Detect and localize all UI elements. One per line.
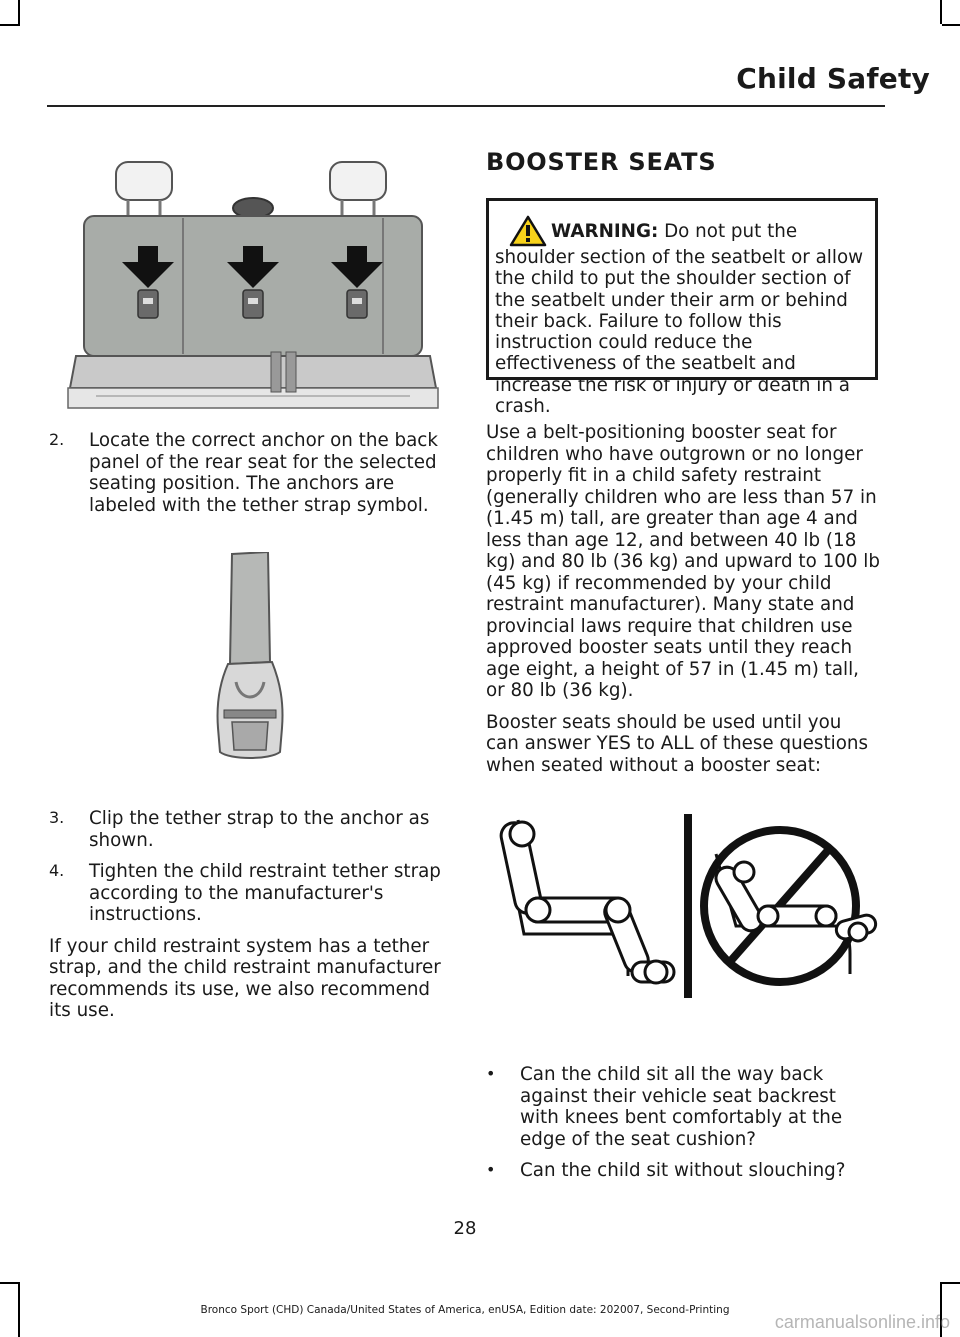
seated-posture-illustration: [496, 814, 880, 1000]
question-bullet: [486, 1064, 880, 1150]
crop-mark: [942, 24, 960, 26]
bullet-marker: •: [486, 1160, 496, 1179]
watermark: carmanualsonline.info: [774, 1312, 950, 1332]
page-number: 28: [453, 1218, 477, 1239]
rear-seat-anchors-illustration: [66, 160, 440, 412]
booster-usage-paragraph: Use a belt-positioning booster seat for children who have outgrown or no longer properly fit in a child safety restraint (generally children who are less than 57 in (1.45 m) tall, are greater than age 4 and less than age 12, and between 40 lb (18 kg) and 80 lb (36 kg) and upward to 100 lb (45 kg) if recommended by your child restraint manufacturer). Many state and provincial laws require that children use approved booster seats until they reach age eight, a height of 57 in (1.45 m) tall, or 80 lb (36 kg).: [486, 422, 880, 701]
warning-triangle-icon: [509, 215, 547, 247]
warning-paragraph: [495, 215, 869, 417]
crop-mark: [940, 0, 942, 24]
warning-box: [486, 198, 878, 418]
crop-mark: [942, 1282, 960, 1284]
tether-recommendation-paragraph: If your child restraint system has a tether strap, and the child restraint manufacturer recommends its use, we also recommend its use.: [49, 935, 441, 1021]
footer-text: Bronco Sport (CHD) Canada/United States of America, enUSA, Edition date: 202007, Second-Printing: [200, 1304, 730, 1316]
step-number: 2.: [49, 430, 65, 449]
crop-mark: [0, 1282, 20, 1284]
step-text: Tighten the child restraint tether strap according to the manufacturer's instructions.: [89, 861, 441, 925]
page-title: Child Safety: [736, 62, 930, 95]
step-2: [49, 430, 447, 516]
tether-anchor-illustration: [210, 552, 290, 762]
step-4: [49, 861, 447, 926]
title-divider: [47, 105, 885, 107]
step-text: Clip the tether strap to the anchor as shown.: [89, 808, 430, 851]
section-heading: BOOSTER SEATS: [486, 148, 717, 176]
step-number: 3.: [49, 808, 65, 827]
step-text: Locate the correct anchor on the back panel of the rear seat for the selected seating position. The anchors are labeled with the tether strap symbol.: [89, 430, 438, 516]
warning-text: Do not put the shoulder section of the seatbelt or allow the child to put the shoulder section of the seatbelt under their arm or behind their back. Failure to follow this instruction could reduce the effectiveness of the seatbelt and increase the risk of injury or death in a crash.: [495, 221, 864, 418]
crop-mark: [0, 24, 20, 26]
bullet-text: Can the child sit without slouching?: [520, 1160, 846, 1181]
step-number: 4.: [49, 861, 65, 880]
booster-questions-intro: Booster seats should be used until you can answer YES to ALL of these questions when seated without a booster seat:: [486, 711, 868, 776]
question-bullet: [486, 1160, 880, 1182]
bullet-text: Can the child sit all the way back against their vehicle seat backrest with knees bent comfortably at the edge of the seat cushion?: [520, 1064, 843, 1150]
step-3: [49, 808, 447, 851]
bullet-marker: •: [486, 1064, 496, 1083]
warning-label: WARNING:: [551, 221, 659, 242]
crop-mark: [18, 0, 20, 24]
